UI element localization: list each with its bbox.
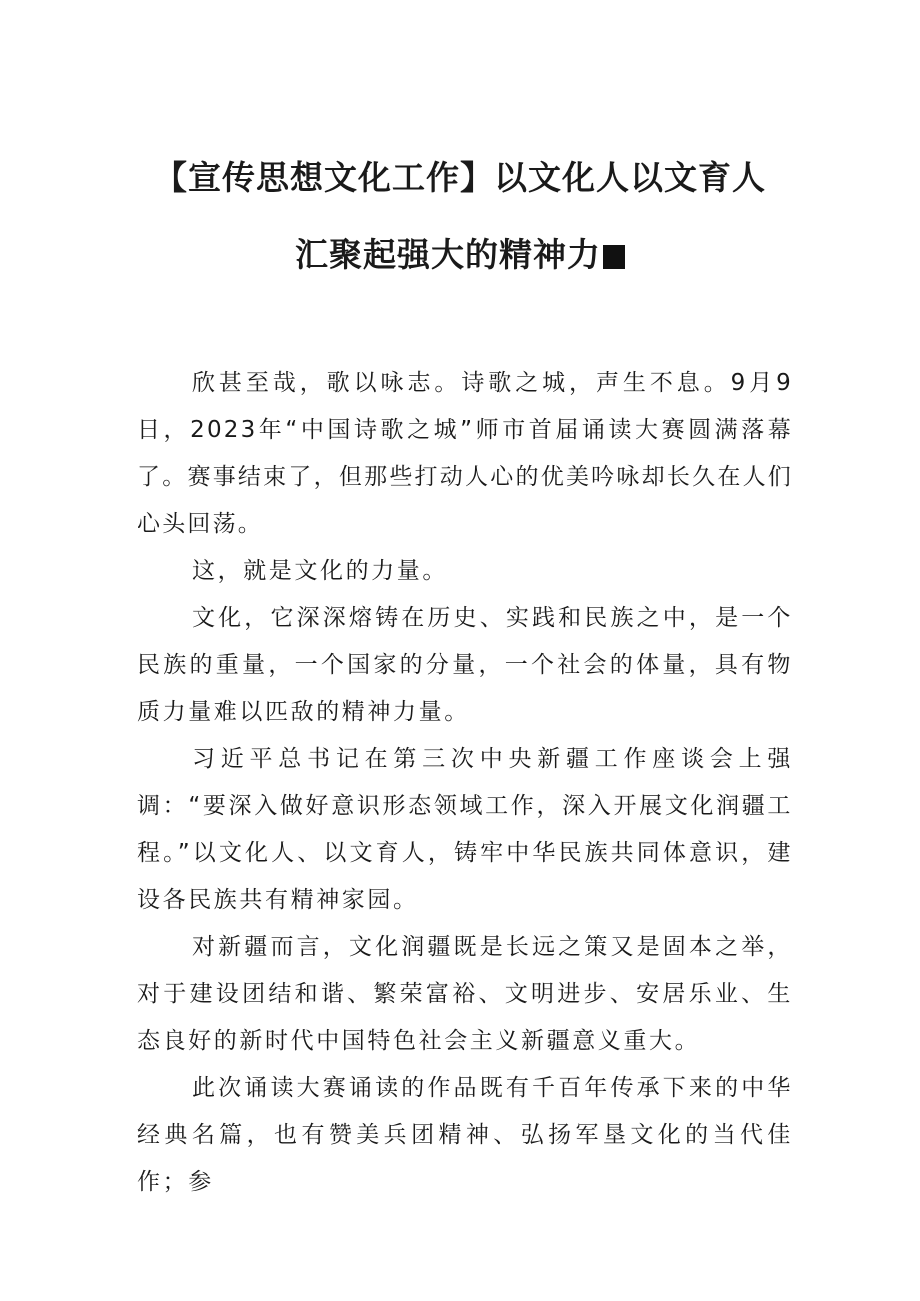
paragraph-4: 习近平总书记在第三次中央新疆工作座谈会上强调：“要深入做好意识形态领域工作，深入开展文化润疆工程。”以文化人、以文育人，铸牢中华民族共同体意识，建设各民族共有精神家园。 [137, 746, 793, 913]
title-text-2: 汇聚起强大的精神力 [295, 235, 601, 274]
document-body [137, 360, 793, 1206]
paragraph-2: 这，就是文化的力量。 [192, 558, 448, 584]
document-title-line-2 [0, 235, 920, 275]
document-title-line-1 [0, 158, 920, 198]
black-square-icon [603, 245, 625, 269]
paragraph-5: 对新疆而言，文化润疆既是长远之策又是固本之举，对于建设团结和谐、繁荣富裕、文明进步、安居乐业、生态良好的新时代中国特色社会主义新疆意义重大。 [137, 934, 793, 1054]
paragraph-3: 文化，它深深熔铸在历史、实践和民族之中，是一个民族的重量，一个国家的分量，一个社会的体量，具有物质力量难以匹敌的精神力量。 [137, 605, 793, 725]
title-text-1: 【宣传思想文化工作】以文化人以文育人 [154, 158, 766, 197]
paragraph-1: 欣甚至哉，歌以咏志。诗歌之城，声生不息。9月9日，2023年“中国诗歌之城”师市首届诵读大赛圆满落幕了。赛事结束了，但那些打动人心的优美吟咏却长久在人们心头回荡。 [137, 370, 793, 537]
paragraph-6: 此次诵读大赛诵读的作品既有千百年传承下来的中华经典名篇，也有赞美兵团精神、弘扬军垦文化的当代佳作；参 [137, 1075, 793, 1195]
